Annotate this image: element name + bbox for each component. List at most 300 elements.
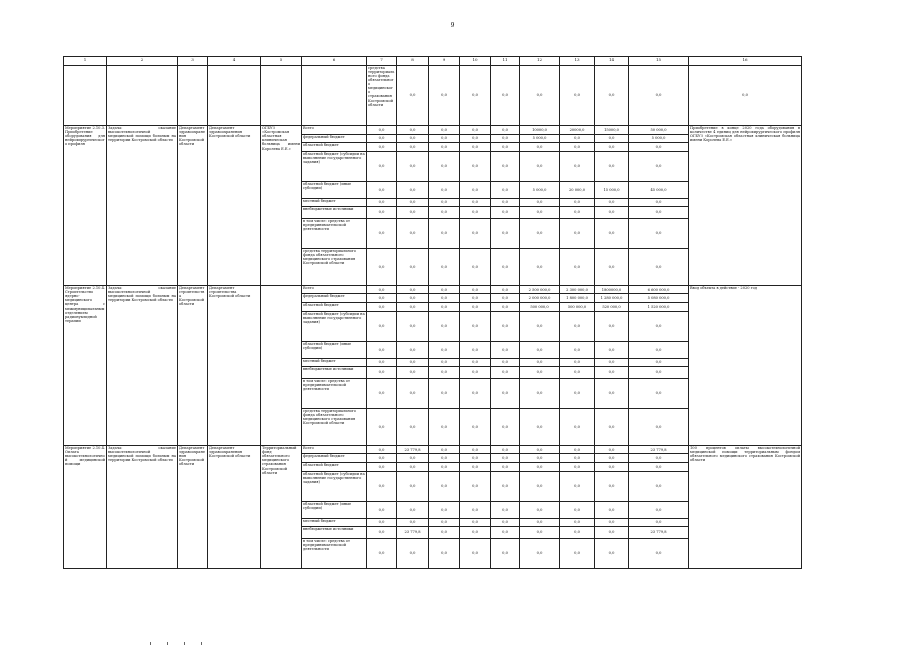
value-cell: 0,0 (595, 358, 629, 367)
value-cell: 0,0 (595, 198, 629, 207)
value-cell: 0,0 (560, 408, 595, 445)
value-cell: 0,0 (397, 198, 429, 207)
value-cell: 0,0 (460, 285, 491, 294)
value-cell: 50 000,0 (629, 125, 689, 134)
value-cell: 0,0 (595, 151, 629, 181)
funding-source-cell: областной бюджет (иные субсидии) (302, 341, 367, 358)
value-cell: 0,0 (560, 454, 595, 463)
value-cell: 0,0 (520, 198, 560, 207)
value-cell: 0,0 (520, 367, 560, 378)
value-cell: 0,0 (460, 151, 491, 181)
value-cell: 0,0 (491, 454, 520, 463)
value-cell: 0,0 (560, 538, 595, 568)
funding-source-cell: областной бюджет (иные субсидии) (302, 181, 367, 198)
value-cell: 0,0 (491, 198, 520, 207)
header-number-row (64, 57, 802, 66)
empty-cell (302, 65, 367, 125)
value-cell: 0,0 (397, 151, 429, 181)
value-cell: 0,0 (397, 501, 429, 518)
value-cell: 0,0 (429, 463, 460, 472)
value-cell: 23 779,8 (629, 527, 689, 538)
value-cell: 0,0 (629, 358, 689, 367)
value-cell: 23 779,8 (397, 527, 429, 538)
header-number-cell: 12 (520, 57, 560, 66)
value-cell: 0,0 (367, 454, 397, 463)
value-cell: 0,0 (397, 294, 429, 303)
value-cell: 15 000,0 (595, 181, 629, 198)
funding-source-cell: в том числе: средства от предпринимательской деятельности (302, 378, 367, 408)
value-cell: 0,0 (367, 527, 397, 538)
value-cell: 0,0 (367, 538, 397, 568)
value-cell: 0,0 (595, 445, 629, 454)
value-cell: 0,0 (397, 471, 429, 501)
funding-source-cell: в том числе: средства от предпринимательской деятельности (302, 218, 367, 248)
value-cell: 0,0 (491, 445, 520, 454)
value-cell: 0,0 (491, 378, 520, 408)
value-cell: 0,0 (560, 65, 595, 125)
value-cell: 0,0 (429, 527, 460, 538)
table-body (64, 57, 802, 569)
value-cell: 0,0 (397, 311, 429, 341)
value-cell: 0,0 (520, 218, 560, 248)
value-cell: 0,0 (429, 454, 460, 463)
funding-source-cell: областной бюджет (субсидии на выполнение государственного задания) (302, 311, 367, 341)
value-cell: 5 000,0 (520, 134, 560, 143)
footer-marks (150, 630, 230, 634)
value-cell: 0,0 (520, 378, 560, 408)
value-cell: 0,0 (429, 285, 460, 294)
value-cell: 0,0 (367, 125, 397, 134)
measure-name-cell: Мероприятие 2.10.4. Оплата высокотехнологичной медицинской помощи (64, 445, 107, 568)
value-cell: 20 000,0 (560, 181, 595, 198)
value-cell: 0,0 (397, 143, 429, 152)
value-cell: 0,0 (560, 198, 595, 207)
task-cell: Задача: оказание высокотехнологичной медицинской помощи больным на территории Костромской области (107, 285, 178, 445)
value-cell: 0,0 (491, 151, 520, 181)
header-number-cell: 4 (208, 57, 261, 66)
header-number-cell: 8 (397, 57, 429, 66)
coordinator-cell: Департамент здравоохранения Костромской области (178, 125, 208, 285)
value-cell: 0,0 (429, 341, 460, 358)
value-cell: 45 000,0 (629, 181, 689, 198)
value-cell: 23 779,8 (397, 445, 429, 454)
value-cell: 0,0 (560, 358, 595, 367)
value-cell: 0,0 (560, 501, 595, 518)
value-cell: 0,0 (367, 445, 397, 454)
value-cell: 0,0 (520, 207, 560, 218)
value-cell: 520 000,0 (595, 303, 629, 312)
value-cell: 0,0 (491, 143, 520, 152)
table-row (64, 445, 802, 454)
value-cell: 0,0 (460, 527, 491, 538)
value-cell: 0,0 (595, 341, 629, 358)
value-cell: 0,0 (491, 408, 520, 445)
value-cell: 0,0 (629, 378, 689, 408)
header-number-cell: 10 (460, 57, 491, 66)
value-cell: 0,0 (560, 463, 595, 472)
value-cell: 0,0 (595, 501, 629, 518)
value-cell: 0,0 (397, 65, 429, 125)
value-cell: 0,0 (367, 294, 397, 303)
funding-source-cell: областной бюджет (302, 463, 367, 472)
value-cell: 0,0 (520, 527, 560, 538)
value-cell: 0,0 (367, 367, 397, 378)
value-cell: 0,0 (491, 463, 520, 472)
value-cell: 0,0 (367, 311, 397, 341)
value-cell: 0,0 (367, 143, 397, 152)
value-cell: 0,0 (629, 538, 689, 568)
value-cell: 0,0 (689, 65, 802, 125)
value-cell: 0,0 (429, 151, 460, 181)
value-cell: 0,0 (629, 341, 689, 358)
header-number-cell: 16 (689, 57, 802, 66)
task-cell: Задача: оказание высокотехнологичной медицинской помощи больным на территории Костромской области (107, 125, 178, 285)
value-cell: 0,0 (629, 311, 689, 341)
funding-source-cell: областной бюджет (иные субсидии) (302, 501, 367, 518)
header-number-cell: 3 (178, 57, 208, 66)
funding-source-cell: средства территориального фонда обязательного медицинского страхования Костромской области (302, 408, 367, 445)
value-cell: 0,0 (367, 378, 397, 408)
value-cell: 0,0 (460, 501, 491, 518)
funding-source-cell: областной бюджет (субсидии на выполнение государственного задания) (302, 151, 367, 181)
value-cell: 0,0 (460, 181, 491, 198)
header-number-cell: 2 (107, 57, 178, 66)
funding-source-cell: областной бюджет (302, 303, 367, 312)
value-cell: 0,0 (560, 341, 595, 358)
funding-source-cell: внебюджетные источники (302, 207, 367, 218)
value-cell: 0,0 (491, 367, 520, 378)
value-cell: 0,0 (429, 303, 460, 312)
value-cell: 0,0 (367, 285, 397, 294)
value-cell: 0,0 (491, 294, 520, 303)
value-cell: 0,0 (429, 311, 460, 341)
value-cell: 0,0 (367, 518, 397, 527)
empty-cell (107, 65, 178, 125)
value-cell: 0,0 (595, 218, 629, 248)
funding-source-cell: Всего (302, 125, 367, 134)
value-cell: 0,0 (460, 518, 491, 527)
value-cell: 0,0 (595, 538, 629, 568)
value-cell: 0,0 (397, 181, 429, 198)
value-cell: 0,0 (397, 207, 429, 218)
value-cell: 0,0 (460, 471, 491, 501)
value-cell: 0,0 (367, 408, 397, 445)
funding-source-cell: внебюджетные источники (302, 527, 367, 538)
header-number-cell: 14 (595, 57, 629, 66)
value-cell: 0,0 (429, 294, 460, 303)
funding-source-cell: местный бюджет (302, 198, 367, 207)
value-cell: 0,0 (520, 471, 560, 501)
value-cell: 0,0 (460, 134, 491, 143)
value-cell: 0,0 (429, 207, 460, 218)
value-cell: 0,0 (560, 445, 595, 454)
value-cell: 0,0 (595, 367, 629, 378)
value-cell: 15000,0 (595, 125, 629, 134)
funding-source-cell: федеральный бюджет (302, 454, 367, 463)
value-cell: 0,0 (560, 218, 595, 248)
result-cell: 100 процентов оплаты высокотехнологичной медицинской помощи территориальным фондом обязательного медицинского страхования Костромской области (689, 445, 802, 568)
value-cell: 5 000,0 (520, 181, 560, 198)
value-cell: 0,0 (460, 358, 491, 367)
measure-name-cell: Мероприятие 2.10.3. Приобретение оборудования для нейрохирургического профиля (64, 125, 107, 285)
coordinator-cell: Департамент строительства Костромской области (178, 285, 208, 445)
value-cell: 0,0 (595, 207, 629, 218)
header-number-cell: 1 (64, 57, 107, 66)
value-cell: 2 000 000,0 (520, 294, 560, 303)
table-row (64, 125, 802, 134)
value-cell: 0,0 (367, 303, 397, 312)
value-cell: 0,0 (560, 134, 595, 143)
value-cell: 0,0 (367, 207, 397, 218)
value-cell: 0,0 (629, 367, 689, 378)
value-cell: 0,0 (367, 218, 397, 248)
value-cell: 0,0 (520, 65, 560, 125)
value-cell: 0,0 (460, 143, 491, 152)
header-number-cell: 7 (367, 57, 397, 66)
value-cell: 0,0 (520, 248, 560, 285)
value-cell: 0,0 (595, 463, 629, 472)
value-cell: 2 500 000,0 (520, 285, 560, 294)
value-cell: 0,0 (460, 463, 491, 472)
value-cell: 6 600 000,0 (629, 285, 689, 294)
value-cell: 0,0 (397, 125, 429, 134)
header-number-cell: 6 (302, 57, 367, 66)
value-cell: 0,0 (629, 518, 689, 527)
value-cell: 5 080 000,0 (629, 294, 689, 303)
value-cell: 0,0 (491, 471, 520, 501)
value-cell: 0,0 (520, 445, 560, 454)
value-cell: 0,0 (520, 151, 560, 181)
value-cell: 0,0 (397, 378, 429, 408)
value-cell: 0,0 (429, 538, 460, 568)
result-cell: Ввод объекта в действие - 2020 год (689, 285, 802, 445)
value-cell: 0,0 (629, 207, 689, 218)
value-cell: 0,0 (367, 151, 397, 181)
value-cell: 0,0 (520, 463, 560, 472)
value-cell: 0,0 (429, 181, 460, 198)
value-cell: 5 000,0 (629, 134, 689, 143)
header-number-cell: 15 (629, 57, 689, 66)
value-cell: 0,0 (460, 341, 491, 358)
value-cell: 0,0 (367, 248, 397, 285)
value-cell: 0,0 (460, 378, 491, 408)
value-cell: 0,0 (429, 125, 460, 134)
value-cell: 0,0 (520, 358, 560, 367)
value-cell: 0,0 (629, 198, 689, 207)
value-cell: 0,0 (560, 518, 595, 527)
header-number-cell: 11 (491, 57, 520, 66)
page-number: 9 (450, 22, 455, 29)
value-cell: 500 000,0 (560, 303, 595, 312)
value-cell: 0,0 (629, 471, 689, 501)
value-cell: 0,0 (397, 408, 429, 445)
value-cell: 0,0 (520, 454, 560, 463)
value-cell: 0,0 (460, 303, 491, 312)
value-cell: 0,0 (595, 134, 629, 143)
value-cell: 0,0 (397, 358, 429, 367)
value-cell: 0,0 (460, 408, 491, 445)
value-cell: 0,0 (397, 538, 429, 568)
funding-source-cell: Всего (302, 285, 367, 294)
value-cell: 0,0 (520, 408, 560, 445)
value-cell: 0,0 (460, 454, 491, 463)
funding-source-cell: внебюджетные источники (302, 367, 367, 378)
budget-table (63, 56, 802, 569)
value-cell: 0,0 (429, 65, 460, 125)
value-cell: 0,0 (560, 471, 595, 501)
value-cell: 0,0 (429, 378, 460, 408)
value-cell: 0,0 (460, 207, 491, 218)
value-cell: 0,0 (429, 248, 460, 285)
value-cell: 0,0 (429, 367, 460, 378)
value-cell: 0,0 (460, 538, 491, 568)
value-cell: 0,0 (560, 378, 595, 408)
value-cell: 0,0 (491, 285, 520, 294)
funding-source-cell: средства территориального фонда обязательного медицинского страхования Костромской области (367, 65, 397, 125)
value-cell: 0,0 (429, 471, 460, 501)
value-cell: 0,0 (367, 198, 397, 207)
value-cell: 0,0 (595, 518, 629, 527)
empty-cell (261, 65, 302, 125)
value-cell: 0,0 (520, 501, 560, 518)
value-cell: 0,0 (629, 151, 689, 181)
value-cell: 1 280 000,0 (595, 294, 629, 303)
value-cell: 0,0 (629, 463, 689, 472)
value-cell: 0,0 (560, 367, 595, 378)
header-number-cell: 13 (560, 57, 595, 66)
value-cell: 0,0 (367, 463, 397, 472)
value-cell: 0,0 (460, 311, 491, 341)
task-cell: Задача: оказание высокотехнологичной медицинской помощи больным на территории Костромской области (107, 445, 178, 568)
value-cell: 0,0 (367, 134, 397, 143)
value-cell: 1800000,0 (595, 285, 629, 294)
value-cell: 0,0 (560, 143, 595, 152)
value-cell: 0,0 (520, 341, 560, 358)
value-cell: 0,0 (595, 143, 629, 152)
funding-source-cell: в том числе: средства от предпринимательской деятельности (302, 538, 367, 568)
value-cell: 0,0 (595, 527, 629, 538)
header-number-cell: 5 (261, 57, 302, 66)
value-cell: 0,0 (460, 218, 491, 248)
executor-cell: Территориальный фонд обязательного медицинского страхования Костромской области (261, 445, 302, 568)
value-cell: 0,0 (520, 143, 560, 152)
value-cell: 0,0 (491, 527, 520, 538)
value-cell: 0,0 (520, 518, 560, 527)
value-cell: 0,0 (595, 471, 629, 501)
empty-cell (178, 65, 208, 125)
value-cell: 0,0 (397, 518, 429, 527)
value-cell: 0,0 (520, 538, 560, 568)
table-row (64, 285, 802, 294)
value-cell: 0,0 (460, 445, 491, 454)
value-cell: 0,0 (629, 454, 689, 463)
funding-source-cell: местный бюджет (302, 358, 367, 367)
value-cell: 0,0 (629, 218, 689, 248)
value-cell: 0,0 (595, 454, 629, 463)
value-cell: 0,0 (629, 143, 689, 152)
value-cell: 0,0 (491, 303, 520, 312)
value-cell: 0,0 (491, 181, 520, 198)
funding-source-cell: областной бюджет (302, 143, 367, 152)
value-cell: 0,0 (429, 218, 460, 248)
value-cell: 0,0 (367, 471, 397, 501)
value-cell: 0,0 (595, 378, 629, 408)
value-cell: 0,0 (460, 367, 491, 378)
value-cell: 0,0 (629, 501, 689, 518)
value-cell: 0,0 (629, 248, 689, 285)
value-cell: 0,0 (429, 408, 460, 445)
value-cell: 0,0 (460, 65, 491, 125)
value-cell: 0,0 (560, 207, 595, 218)
funding-source-cell: федеральный бюджет (302, 134, 367, 143)
value-cell: 20000,0 (560, 125, 595, 134)
value-cell: 0,0 (460, 198, 491, 207)
value-cell: 0,0 (429, 358, 460, 367)
value-cell: 0,0 (595, 248, 629, 285)
value-cell: 0,0 (397, 285, 429, 294)
value-cell: 0,0 (491, 538, 520, 568)
value-cell: 0,0 (491, 248, 520, 285)
value-cell: 0,0 (595, 311, 629, 341)
value-cell: 0,0 (460, 248, 491, 285)
value-cell: 0,0 (560, 248, 595, 285)
value-cell: 0,0 (367, 341, 397, 358)
value-cell: 0,0 (491, 358, 520, 367)
responsible-cell: Департамент строительства Костромской области (208, 285, 261, 445)
value-cell: 0,0 (460, 294, 491, 303)
value-cell: 0,0 (595, 408, 629, 445)
value-cell: 0,0 (397, 218, 429, 248)
responsible-cell: Департамент здравоохранения Костромской области (208, 125, 261, 285)
funding-source-cell: Всего (302, 445, 367, 454)
value-cell: 0,0 (397, 367, 429, 378)
value-cell: 0,0 (367, 181, 397, 198)
value-cell: 0,0 (429, 501, 460, 518)
funding-source-cell: областной бюджет (субсидии на выполнение государственного задания) (302, 471, 367, 501)
value-cell: 0,0 (560, 311, 595, 341)
empty-cell (64, 65, 107, 125)
value-cell: 0,0 (560, 151, 595, 181)
measure-name-cell: Мероприятие 2.10.4. Строительство ядерно-медицинского центра с межмуниципальным отделением радионуклидной терапии (64, 285, 107, 445)
value-cell: 0,0 (429, 143, 460, 152)
value-cell: 0,0 (491, 518, 520, 527)
value-cell: 1 800 000,0 (560, 294, 595, 303)
value-cell: 0,0 (595, 65, 629, 125)
value-cell: 0,0 (491, 65, 520, 125)
continuation-row (64, 65, 802, 125)
value-cell: 0,0 (520, 311, 560, 341)
value-cell: 0,0 (367, 358, 397, 367)
value-cell: 0,0 (397, 248, 429, 285)
value-cell: 500 000,0 (520, 303, 560, 312)
result-cell: Приобретение в конце 2020 года оборудования в количестве 4 единиц для нейрохирургического профиля ОГБУЗ «Костромская областная клиническая больница имени Королева Е.Е.» (689, 125, 802, 285)
value-cell: 23 779,8 (629, 445, 689, 454)
value-cell: 0,0 (367, 501, 397, 518)
value-cell: 0,0 (397, 454, 429, 463)
value-cell: 0,0 (429, 134, 460, 143)
value-cell: 0,0 (491, 207, 520, 218)
value-cell: 0,0 (397, 303, 429, 312)
value-cell: 0,0 (491, 311, 520, 341)
value-cell: 10000,0 (520, 125, 560, 134)
value-cell: 0,0 (491, 501, 520, 518)
coordinator-cell: Департамент здравоохранения Костромской области (178, 445, 208, 568)
value-cell: 0,0 (397, 341, 429, 358)
value-cell: 0,0 (491, 218, 520, 248)
value-cell: 0,0 (429, 198, 460, 207)
header-number-cell: 9 (429, 57, 460, 66)
value-cell: 0,0 (397, 463, 429, 472)
